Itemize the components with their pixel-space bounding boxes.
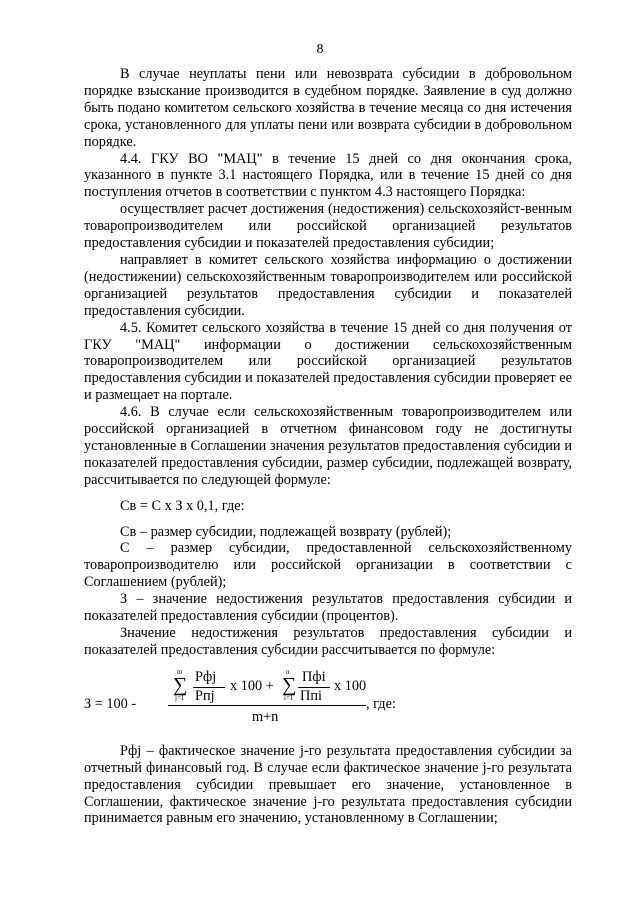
page-number: 8 (316, 42, 324, 57)
definition: С – размер субсидии, предоставленной сельскохозяйственному товаропроизводителю или российской организации в соответствии с Соглашением (рублей); (84, 540, 572, 591)
times-100-plus: х 100 + (230, 677, 274, 694)
main-denominator: m+n (252, 708, 279, 725)
formula-2 (84, 667, 572, 731)
formula-1: Св = С х З х 0,1, где: (120, 497, 245, 514)
frac1-numerator: Рфj (195, 668, 217, 685)
sum2-sigma: ∑ (282, 673, 297, 696)
times-100: х 100 (334, 677, 367, 694)
sum2-lower-limit: i=1 (284, 693, 294, 702)
final-paragraph: Рфj – фактическое значение j-го результата предоставления субсидии за отчетный финансовый год. В случае если фактическое значение j-го результата предоставления субсидии превышает его значение, установленное в Соглашении, фактическое значение j-го результата предоставления субсидии принимается равным его значению, установленному в Соглашении; (84, 742, 572, 827)
definition: Св – размер субсидии, подлежащей возврату (рублей); (120, 523, 452, 540)
frac2-numerator: Пфi (302, 668, 326, 685)
paragraph: осуществляет расчет достижения (недостижения) сельскохозяйст-венным товаропроизводителем или российской организацией результатов предоставления субсидии и показателей предоставления субсидии; (84, 201, 572, 252)
paragraph: 4.5. Комитет сельского хозяйства в течение 15 дней со дня получения от ГКУ "МАЦ" информации о достижении сельскохозяйственным товаропроизводителем или российской организацией результатов предоставления субсидии и показателей предоставления субсидии проверяет ее и размещает на портале. (84, 319, 572, 404)
frac1-denominator: Рпj (195, 687, 215, 704)
formula-2-lhs: З = 100 - (84, 695, 137, 712)
paragraph: 4.6. В случае если сельскохозяйственным товаропроизводителем или российской организацией в отчетном финансовом году не достигнуты установленные в Соглашении значения результатов предоставления субсидии и показателей предоставления субсидии, размер субсидии, подлежащей возврату, рассчитывается по следующей формуле: (84, 404, 572, 488)
document-body (84, 66, 572, 827)
sum1-lower-limit: j=1 (175, 693, 185, 702)
definition: З – значение недостижения результатов предоставления субсидии и показателей предоставления субсидии (процентов). (84, 591, 572, 625)
sum1-upper-limit: m (177, 667, 183, 676)
sum2-upper-limit: n (286, 667, 290, 676)
frac2-denominator: Ппi (300, 687, 322, 704)
paragraph: 4.4. ГКУ ВО "МАЦ" в течение 15 дней со дня окончания срока, указанного в пункте 3.1 настоящего Порядка, или в течение 15 дней со дня поступления отчетов в соответствии с пунктом 4.3 настоящего Порядка: (84, 150, 572, 201)
paragraph: направляет в комитет сельского хозяйства информацию о достижении (недостижении) сельскохозяйственным товаропроизводителем или российской организацией результатов предоставления субсидии и показателей предоставления субсидии. (84, 251, 572, 319)
main-fraction-bar (168, 705, 366, 706)
formula-2-tail: , где: (366, 695, 396, 712)
paragraph: В случае неуплаты пени или невозврата субсидии в добровольном порядке взыскание производится в судебном порядке. Заявление в суд должно быть подано комитетом сельского хозяйства в течение месяца со дня истечения срока, установленного для уплаты пени или возврата субсидии в добровольном порядке. (84, 66, 572, 150)
formula-2-intro: Значение недостижения результатов предоставления субсидии и показателей предоставления субсидии рассчитывается по формуле: (84, 625, 572, 658)
sum1-sigma: ∑ (173, 673, 188, 696)
